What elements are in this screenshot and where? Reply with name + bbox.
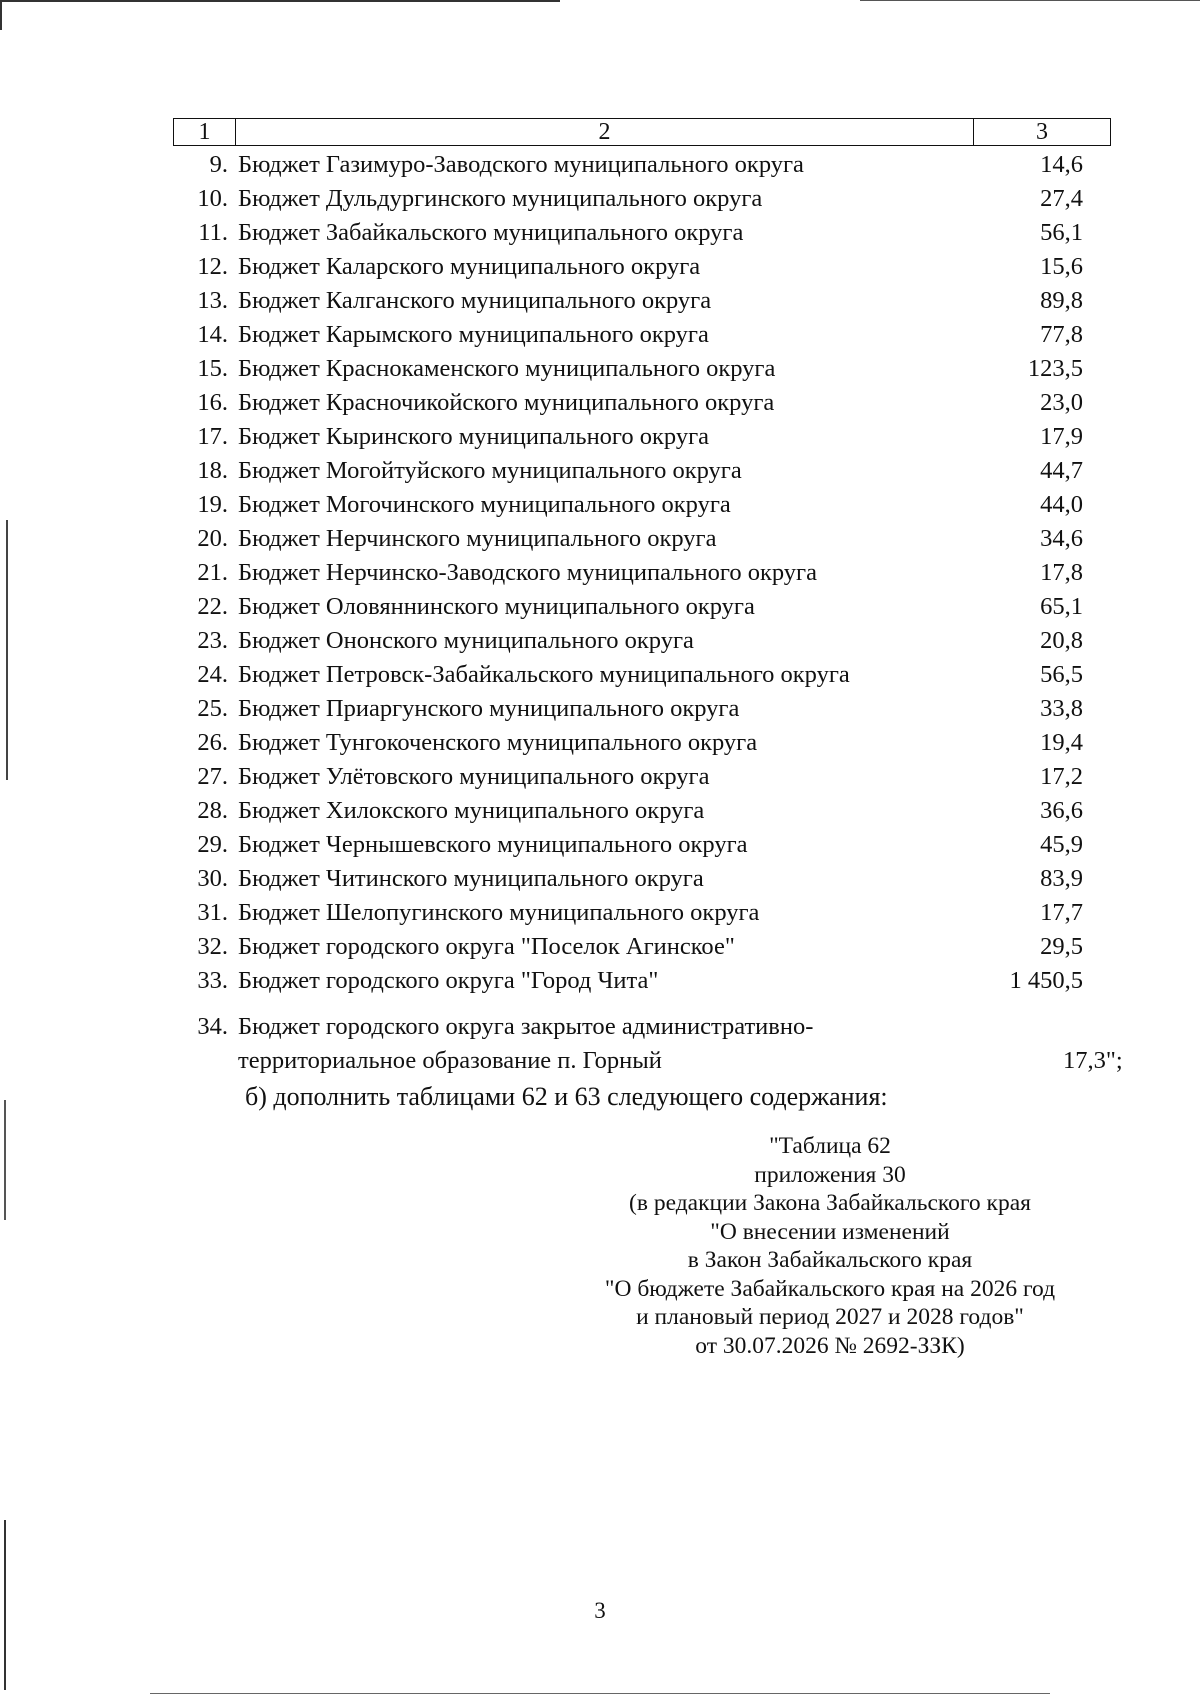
row-number: 19. — [197, 491, 228, 518]
caption-line: от 30.07.2026 № 2692-ЗЗК) — [695, 1332, 965, 1359]
table-row — [173, 352, 1133, 386]
table-row — [173, 454, 1133, 488]
page-number: 3 — [594, 1598, 606, 1623]
row-value: 27,4 — [1040, 185, 1083, 212]
table-row — [173, 930, 1133, 964]
row-number: 34. — [197, 1013, 228, 1040]
table-row — [173, 556, 1133, 590]
row-name: Бюджет Каларского муниципального округа — [238, 253, 701, 280]
row-number: 10. — [197, 185, 228, 212]
row-name: Бюджет городского округа "Город Чита" — [238, 967, 659, 994]
row-name: Бюджет Тунгокоченского муниципального округа — [238, 729, 758, 756]
row-number: 15. — [197, 355, 228, 382]
row-name: Бюджет Красночикойского муниципального округа — [238, 389, 775, 416]
row-value: 123,5 — [1027, 355, 1083, 382]
scan-edge — [0, 0, 560, 2]
row-value: 34,6 — [1040, 525, 1083, 552]
caption-line: "О бюджете Забайкальского края на 2026 год — [604, 1275, 1056, 1302]
row-name: Бюджет Карымского муниципального округа — [238, 321, 709, 348]
row-number: 33. — [197, 967, 228, 994]
table-row — [173, 216, 1133, 250]
table-row — [173, 692, 1133, 726]
row-value: 1 450,5 — [1009, 967, 1083, 994]
table-row — [173, 726, 1133, 760]
row-value: 33,8 — [1040, 695, 1083, 722]
row-name: Бюджет Газимуро-Заводского муниципального округа — [238, 151, 804, 178]
row-name: Бюджет Шелопугинского муниципального округа — [238, 899, 760, 926]
scan-edge — [4, 1100, 6, 1220]
table-row — [173, 964, 1133, 998]
row-value: 17,3"; — [1063, 1047, 1123, 1074]
table-row — [173, 590, 1133, 624]
table-row — [173, 420, 1133, 454]
row-value: 14,6 — [1040, 151, 1083, 178]
row-number: 30. — [197, 865, 228, 892]
row-number: 26. — [197, 729, 228, 756]
row-number: 27. — [197, 763, 228, 790]
table-row — [173, 760, 1133, 794]
caption-line: "О внесении изменений — [710, 1218, 950, 1245]
row-value: 89,8 — [1040, 287, 1083, 314]
row-value: 23,0 — [1040, 389, 1083, 416]
table-row — [173, 250, 1133, 284]
scan-edge — [150, 1693, 1050, 1694]
row-name: Бюджет Дульдургинского муниципального округа — [238, 185, 763, 212]
header-cell-2: 2 — [236, 119, 974, 145]
table-body — [173, 148, 1133, 998]
row-value: 45,9 — [1040, 831, 1083, 858]
table-header — [173, 118, 1111, 146]
row-name: Бюджет Петровск-Забайкальского муниципального округа — [238, 661, 850, 688]
caption-line: "Таблица 62 — [769, 1133, 891, 1159]
row-value: 19,4 — [1040, 729, 1083, 756]
table-row — [173, 284, 1133, 318]
table-row — [173, 862, 1133, 896]
row-value: 20,8 — [1040, 627, 1083, 654]
header-cell-1: 1 — [174, 119, 236, 145]
row-name: Бюджет Хилокского муниципального округа — [238, 797, 705, 824]
row-name: Бюджет Читинского муниципального округа — [238, 865, 704, 892]
table-row — [173, 522, 1133, 556]
row-number: 25. — [197, 695, 228, 722]
row-name: Бюджет городского округа "Поселок Агинское" — [238, 933, 735, 960]
amendment-paragraph: б) дополнить таблицами 62 и 63 следующего содержания: — [245, 1082, 888, 1111]
row-value: 17,7 — [1040, 899, 1083, 926]
row-number: 28. — [197, 797, 228, 824]
row-value: 56,5 — [1040, 661, 1083, 688]
row-value: 17,9 — [1040, 423, 1083, 450]
row-number: 12. — [197, 253, 228, 280]
row-number: 11. — [198, 219, 228, 246]
table-row — [173, 1010, 1133, 1078]
row-name: Бюджет Краснокаменского муниципального округа — [238, 355, 776, 382]
row-name-line-2: территориальное образование п. Горный — [238, 1047, 662, 1074]
row-value: 83,9 — [1040, 865, 1083, 892]
row-name: Бюджет Забайкальского муниципального округа — [238, 219, 744, 246]
row-number: 32. — [197, 933, 228, 960]
row-name: Бюджет Нерчинско-Заводского муниципального округа — [238, 559, 817, 586]
row-name: Бюджет Кыринского муниципального округа — [238, 423, 710, 450]
row-number: 23. — [197, 627, 228, 654]
table-row — [173, 624, 1133, 658]
header-cell-3: 3 — [1036, 119, 1048, 145]
row-name: Бюджет Приаргунского муниципального округа — [238, 695, 740, 722]
row-name-line-1: Бюджет городского округа закрытое административно- — [238, 1013, 814, 1040]
row-name: Бюджет Могойтуйского муниципального округа — [238, 457, 742, 484]
row-value: 77,8 — [1040, 321, 1083, 348]
row-name: Бюджет Чернышевского муниципального округа — [238, 831, 748, 858]
caption-line: в Закон Забайкальского края — [687, 1247, 973, 1273]
row-name: Бюджет Нерчинского муниципального округа — [238, 525, 717, 552]
row-value: 44,0 — [1040, 491, 1083, 518]
table-row — [173, 828, 1133, 862]
row-value: 29,5 — [1040, 933, 1083, 960]
caption-line: и плановый период 2027 и 2028 годов" — [636, 1304, 1024, 1330]
row-number: 13. — [197, 287, 228, 314]
row-name: Бюджет Улётовского муниципального округа — [238, 763, 710, 790]
row-number: 24. — [197, 661, 228, 688]
caption-line: (в редакции Закона Забайкальского края — [629, 1190, 1031, 1216]
table-row — [173, 318, 1133, 352]
row-number: 16. — [197, 389, 228, 416]
table-row — [173, 386, 1133, 420]
row-value: 15,6 — [1040, 253, 1083, 280]
row-name: Бюджет Калганского муниципального округа — [238, 287, 712, 314]
row-value: 65,1 — [1040, 593, 1083, 620]
scan-edge — [0, 0, 2, 30]
row-number: 17. — [197, 423, 228, 450]
row-number: 31. — [197, 899, 228, 926]
table-row — [173, 148, 1133, 182]
row-number: 14. — [197, 321, 228, 348]
row-value: 44,7 — [1040, 457, 1083, 484]
row-number: 9. — [209, 151, 228, 178]
row-name: Бюджет Оловяннинского муниципального округа — [238, 593, 755, 620]
row-value: 17,2 — [1040, 763, 1083, 790]
table-row — [173, 488, 1133, 522]
row-number: 21. — [197, 559, 228, 586]
row-number: 29. — [197, 831, 228, 858]
table-row — [173, 658, 1133, 692]
table-caption — [560, 1132, 1100, 1360]
row-number: 18. — [197, 457, 228, 484]
row-name: Бюджет Могочинского муниципального округа — [238, 491, 731, 518]
row-number: 22. — [197, 593, 228, 620]
scan-edge — [6, 520, 8, 780]
table-row — [173, 794, 1133, 828]
row-value: 17,8 — [1040, 559, 1083, 586]
scan-edge — [860, 0, 1200, 1]
row-name: Бюджет Ононского муниципального округа — [238, 627, 694, 654]
caption-line: приложения 30 — [754, 1161, 906, 1188]
table-row — [173, 182, 1133, 216]
row-value: 56,1 — [1040, 219, 1083, 246]
row-value: 36,6 — [1040, 797, 1083, 824]
row-number: 20. — [197, 525, 228, 552]
table-row — [173, 896, 1133, 930]
